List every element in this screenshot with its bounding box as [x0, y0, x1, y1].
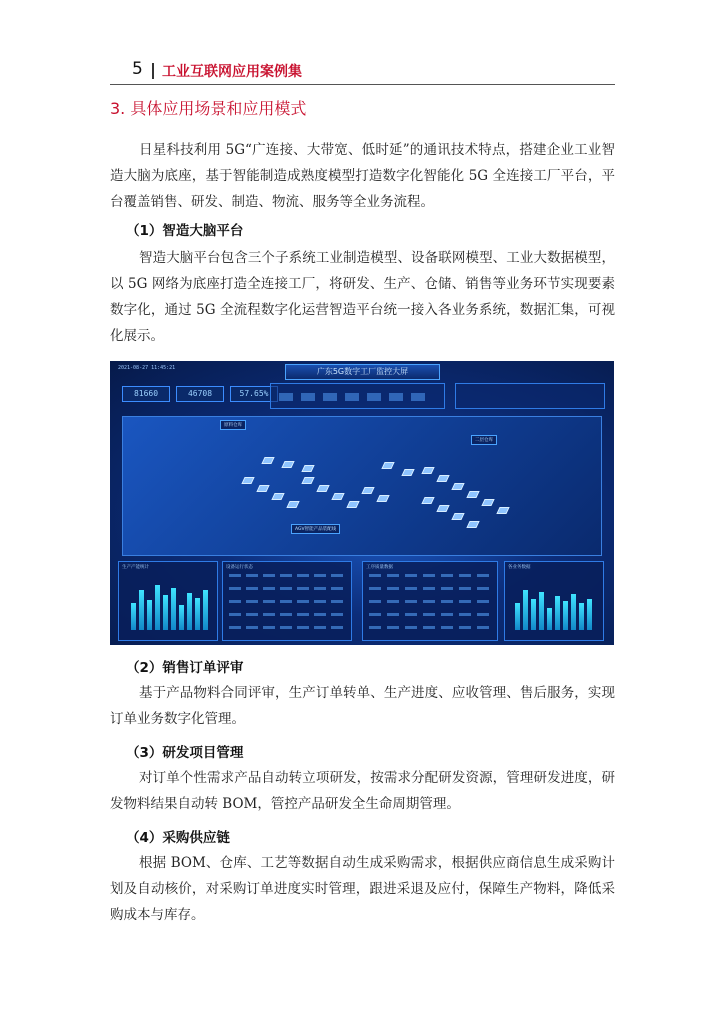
machine-icon [466, 521, 479, 528]
table-cell [405, 613, 417, 616]
subheading-3: （3）研发项目管理 [126, 745, 244, 761]
bar [539, 592, 544, 630]
bar [563, 601, 568, 630]
bar [579, 603, 584, 630]
machine-icon [481, 499, 494, 506]
table-cell [314, 587, 326, 590]
machine-icon [261, 457, 274, 464]
subheading-1: （1）智造大脑平台 [126, 223, 244, 239]
table-cell [314, 574, 326, 577]
table-cell [477, 587, 489, 590]
floor-label: AGV智能产品装配线 [291, 524, 340, 534]
table-cell [229, 600, 241, 603]
table-cell [229, 626, 241, 629]
floor-label: 二层仓库 [471, 435, 497, 445]
table-cell [314, 600, 326, 603]
equipment-table-panel: 设备运行状态 [222, 561, 352, 641]
machine-icon [451, 483, 464, 490]
table-cell [331, 587, 343, 590]
bar [195, 598, 200, 631]
table-cell [423, 613, 435, 616]
machine-icon [451, 513, 464, 520]
table-cell [369, 600, 381, 603]
dashboard-title: 广东5G数字工厂监控大屏 [285, 364, 440, 380]
machine-icon [361, 487, 374, 494]
table-cell [369, 574, 381, 577]
bar [147, 600, 152, 630]
bar [555, 596, 560, 630]
machine-icon [256, 485, 269, 492]
machine-icon [436, 505, 449, 512]
dashboard-timestamp: 2021-08-27 11:45:21 [118, 365, 176, 371]
table-cell [405, 626, 417, 629]
table-cell [314, 626, 326, 629]
table-cell [229, 613, 241, 616]
table-cell [387, 587, 399, 590]
machine-icon [496, 507, 509, 514]
table-cell [441, 574, 453, 577]
factory-dashboard-figure [110, 361, 614, 645]
bar [139, 590, 144, 630]
machine-icon [301, 465, 314, 472]
table-cell [459, 613, 471, 616]
table-cell [331, 613, 343, 616]
intro-paragraph: 日星科技利用 5G“广连接、大带宽、低时延”的通讯技术特点，搭建企业工业智造大脑为底座，基于智能制造成熟度模型打造数字化智能化 5G 全连接工厂平台，平台覆盖销售、研发、制造、物流、服务等全业务流程。 [110, 142, 615, 210]
running-title: 工业互联网应用案例集 [162, 64, 302, 80]
header-divider [152, 63, 154, 79]
table-cell [246, 587, 258, 590]
page-header [110, 58, 615, 85]
machine-icon [346, 501, 359, 508]
table-cell [369, 587, 381, 590]
table-cell [477, 574, 489, 577]
table-cell [423, 574, 435, 577]
table-cell [423, 600, 435, 603]
machine-icon [466, 491, 479, 498]
table-cell [441, 587, 453, 590]
paragraph-4: 根据 BOM、仓库、工艺等数据自动生成采购需求，根据供应商信息生成采购计划及自动核价，对采购订单进度实时管理，跟进采退及应付，保障生产物料，降低采购成本与库存。 [110, 855, 615, 923]
bar [203, 590, 208, 630]
table-cell [441, 600, 453, 603]
table-cell [246, 574, 258, 577]
table-cell [246, 626, 258, 629]
subheading-4: （4）采购供应链 [126, 830, 230, 846]
kpi-box: 46708 [176, 386, 224, 402]
paragraph-1: 智造大脑平台包含三个子系统工业制造模型、设备联网模型、工业大数据模型，以 5G 网络为底座打造全连接工厂，将研发、生产、仓储、销售等业务环节实现要素数字化，通过 5G 全流程数字化运营智造平台统一接入各业务系统，数据汇集，可视化展示。 [110, 250, 615, 344]
table-cell [477, 626, 489, 629]
table-cell [263, 587, 275, 590]
table-cell [405, 574, 417, 577]
bar [571, 594, 576, 630]
table-cell [297, 587, 309, 590]
machine-icon [401, 469, 414, 476]
table-cell [229, 574, 241, 577]
page-number: 5 [132, 59, 143, 79]
table-cell [387, 574, 399, 577]
table-cell [387, 600, 399, 603]
bar [187, 593, 192, 631]
table-cell [331, 574, 343, 577]
table-cell [459, 587, 471, 590]
table-cell [369, 613, 381, 616]
table-cell [297, 626, 309, 629]
table-cell [441, 613, 453, 616]
table-cell [477, 613, 489, 616]
machine-icon [376, 495, 389, 502]
table-cell [263, 613, 275, 616]
bar [163, 595, 168, 630]
bar [523, 590, 528, 631]
table-cell [387, 626, 399, 629]
production-bar-panel: 生产产能统计 [118, 561, 218, 641]
table-cell [387, 613, 399, 616]
table-cell [459, 600, 471, 603]
machine-icon [241, 477, 254, 484]
table-cell [477, 600, 489, 603]
process-table-panel: 工序质量数据 [362, 561, 498, 641]
table-cell [280, 626, 292, 629]
table-cell [297, 600, 309, 603]
bar [155, 585, 160, 630]
machine-icon [301, 477, 314, 484]
factory-floor-3d-view [122, 416, 602, 556]
business-bar-panel: 各业务数据 [504, 561, 604, 641]
bar [531, 599, 536, 631]
machine-icon [316, 485, 329, 492]
status-strip-right [455, 383, 605, 409]
machine-icon [421, 497, 434, 504]
table-cell [246, 600, 258, 603]
machine-icon [271, 493, 284, 500]
table-cell [423, 587, 435, 590]
kpi-box: 57.65% [230, 386, 278, 402]
table-cell [246, 613, 258, 616]
table-cell [405, 600, 417, 603]
table-cell [280, 613, 292, 616]
bar [587, 599, 592, 631]
bar [171, 588, 176, 631]
paragraph-3: 对订单个性需求产品自动转立项研发，按需求分配研发资源，管理研发进度，研发物料结果自动转 BOM，管控产品研发全生命周期管理。 [110, 770, 615, 812]
table-cell [405, 587, 417, 590]
bar [515, 603, 520, 630]
table-cell [459, 574, 471, 577]
machine-icon [286, 501, 299, 508]
table-cell [423, 626, 435, 629]
bar [547, 608, 552, 631]
table-cell [263, 574, 275, 577]
machine-icon [421, 467, 434, 474]
paragraph-2: 基于产品物料合同评审，生产订单转单、生产进度、应收管理、售后服务，实现订单业务数字化管理。 [110, 685, 615, 727]
table-cell [331, 626, 343, 629]
kpi-box: 81660 [122, 386, 170, 402]
machine-icon [381, 462, 394, 469]
table-cell [297, 574, 309, 577]
table-cell [297, 613, 309, 616]
table-cell [331, 600, 343, 603]
bar [131, 603, 136, 631]
subheading-2: （2）销售订单评审 [126, 660, 244, 676]
table-cell [314, 613, 326, 616]
table-cell [459, 626, 471, 629]
table-cell [229, 587, 241, 590]
table-cell [263, 626, 275, 629]
machine-icon [281, 461, 294, 468]
table-cell [441, 626, 453, 629]
table-cell [280, 600, 292, 603]
table-cell [369, 626, 381, 629]
table-cell [263, 600, 275, 603]
bar [179, 605, 184, 630]
table-cell [280, 574, 292, 577]
section-title: 3. 具体应用场景和应用模式 [110, 99, 307, 118]
machine-icon [331, 493, 344, 500]
table-cell [280, 587, 292, 590]
floor-label: 原料仓库 [220, 420, 246, 430]
machine-icon [436, 475, 449, 482]
status-strip [270, 383, 445, 409]
